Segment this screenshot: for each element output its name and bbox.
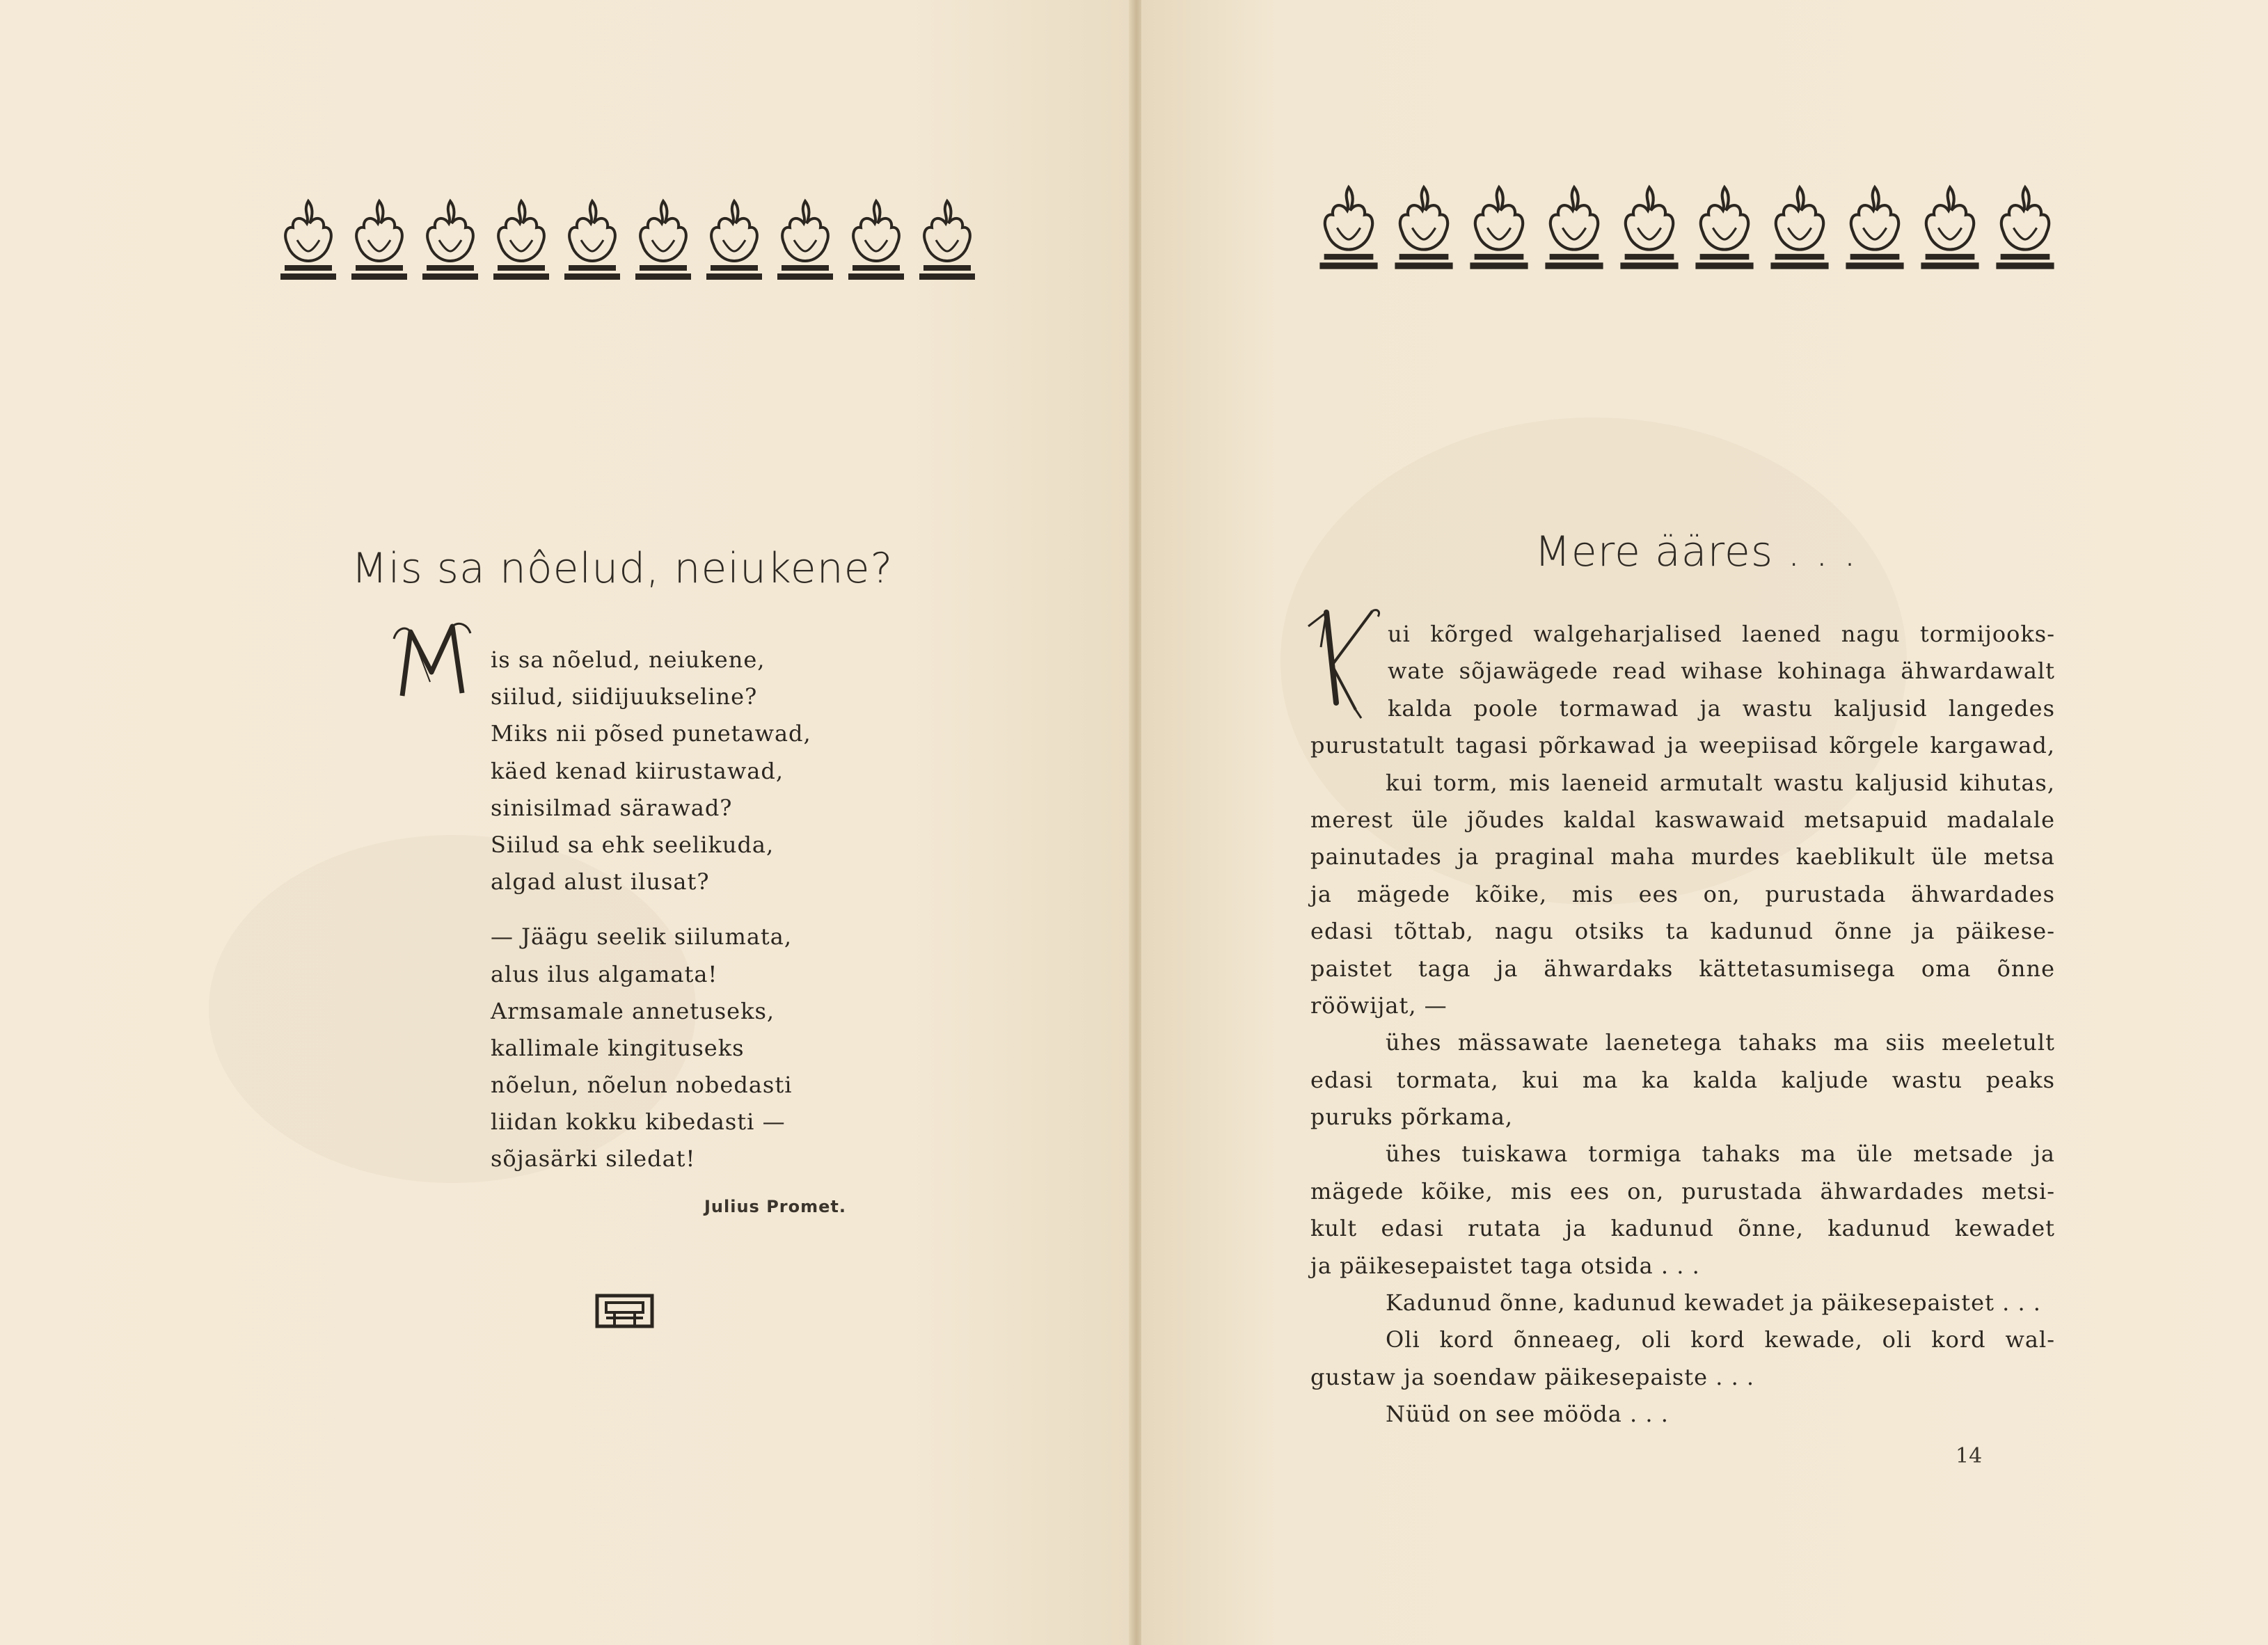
prose-line: ühes mässawate laenetega tahaks ma siis meeletult (1386, 1029, 2055, 1056)
prose-line: ja päikesepaistet taga otsida . . . (1310, 1252, 1700, 1279)
flame-icon (280, 198, 336, 285)
flame-icon (848, 198, 904, 285)
poem-line: kallimale kingituseks (491, 1034, 745, 1061)
prose-body (1310, 616, 2055, 1433)
prose-line: Oli kord õnneaeg, oli kord kewade, oli kord wal- (1386, 1326, 2055, 1353)
prose-line: gustaw ja soendaw päikesepaiste . . . (1310, 1363, 1755, 1390)
flame-icon (919, 198, 975, 285)
poem-line: alus ilus algamata! (491, 960, 718, 987)
flame-icon (1393, 184, 1455, 275)
poem-line: sinisilmad särawad? (491, 794, 733, 821)
poem-line: siilud, siidijuukseline? (491, 683, 758, 710)
poem-body (491, 642, 811, 1178)
poem-line: Armsamale annetuseks, (491, 997, 775, 1024)
prose-title: Mere ääres . . . (1535, 527, 1857, 576)
prose-line: kui torm, mis laeneid armutalt wastu kaljusid kihutas, (1386, 769, 2055, 796)
poem-dropcap-m-icon (390, 618, 475, 703)
poem-line: — Jäägu seelik siilumata, (491, 923, 793, 951)
flame-icon (1768, 184, 1831, 275)
prose-line: edasi tormata, kui ma ka kalda kaljude wastu peaks (1310, 1066, 2055, 1093)
prose-line: purustatult tagasi põrkawad ja weepiisad kõrgele kargawad, (1310, 732, 2055, 759)
prose-line: ühes tuiskawa tormiga tahaks ma üle metsade ja (1386, 1141, 2055, 1168)
poem-line: nõelun, nõelun nobedasti (491, 1072, 793, 1099)
flame-icon (564, 198, 620, 285)
flame-icon (1543, 184, 1605, 275)
prose-line: Nüüd on see mööda . . . (1386, 1401, 1669, 1428)
prose-line: kalda poole tormawad ja wastu kaljusid langedes (1388, 694, 2055, 722)
flame-icon (1919, 184, 1981, 275)
flame-ornament-row-left (280, 198, 975, 285)
flame-icon (1618, 184, 1681, 275)
poem-title: Mis sa nôelud, neiukene? (351, 544, 894, 593)
prose-line: merest üle jõudes kaldal kaswawaid metsapuid madalale (1310, 806, 2055, 833)
flame-icon (422, 198, 478, 285)
prose-line: Kadunud õnne, kadunud kewadet ja päikesepaistet . . . (1386, 1289, 2041, 1317)
stanza-gap (491, 900, 811, 919)
prose-line: rööwijat, — (1310, 992, 1448, 1019)
prose-line: paistet taga ja ähwardaks kättetasumisega oma õnne (1310, 955, 2055, 982)
flame-icon (777, 198, 833, 285)
flame-icon (635, 198, 691, 285)
flame-icon (1468, 184, 1530, 275)
prose-line: edasi tõttab, nagu otsiks ta kadunud õnne ja päikese- (1310, 918, 2055, 945)
poem-line: is sa nõelud, neiukene, (491, 646, 766, 673)
prose-line: painutades ja praginal maha murdes kaeblikult üle metsa (1310, 843, 2055, 871)
flame-icon (1843, 184, 1906, 275)
flame-icon (1693, 184, 1756, 275)
end-ornament-icon (595, 1294, 654, 1331)
poem-line: Miks nii põsed punetawad, (491, 720, 811, 747)
flame-icon (706, 198, 762, 285)
poem-line: Siilud sa ehk seelikuda, (491, 831, 775, 858)
poem-line: käed kenad kiirustawad, (491, 757, 784, 784)
flame-icon (493, 198, 549, 285)
poem-line: sõjasärki siledat! (491, 1145, 696, 1173)
page-number: 14 (1956, 1444, 1983, 1468)
prose-line: puruks põrkama, (1310, 1104, 1514, 1131)
poem-author: Julius Promet. (704, 1197, 846, 1216)
flame-icon (1994, 184, 2056, 275)
prose-line: kult edasi rutata ja kadunud õnne, kadunud kewadet (1310, 1215, 2055, 1242)
poem-line: algad alust ilusat? (491, 868, 710, 896)
flame-icon (351, 198, 407, 285)
prose-line: mägede kõike, mis ees on, purustada ähwardades metsi- (1310, 1177, 2055, 1205)
prose-line: ja mägede kõike, mis ees on, purustada ähwardades (1310, 880, 2055, 907)
prose-line: ui kõrged walgeharjalised laened nagu tormijooks- (1388, 621, 2055, 647)
prose-line: wate sõjawägede read wihase kohinaga ähwardawalt (1388, 658, 2055, 685)
poem-line: liidan kokku kibedasti — (491, 1108, 786, 1136)
flame-ornament-row-right (1317, 184, 2056, 275)
flame-icon (1317, 184, 1380, 275)
